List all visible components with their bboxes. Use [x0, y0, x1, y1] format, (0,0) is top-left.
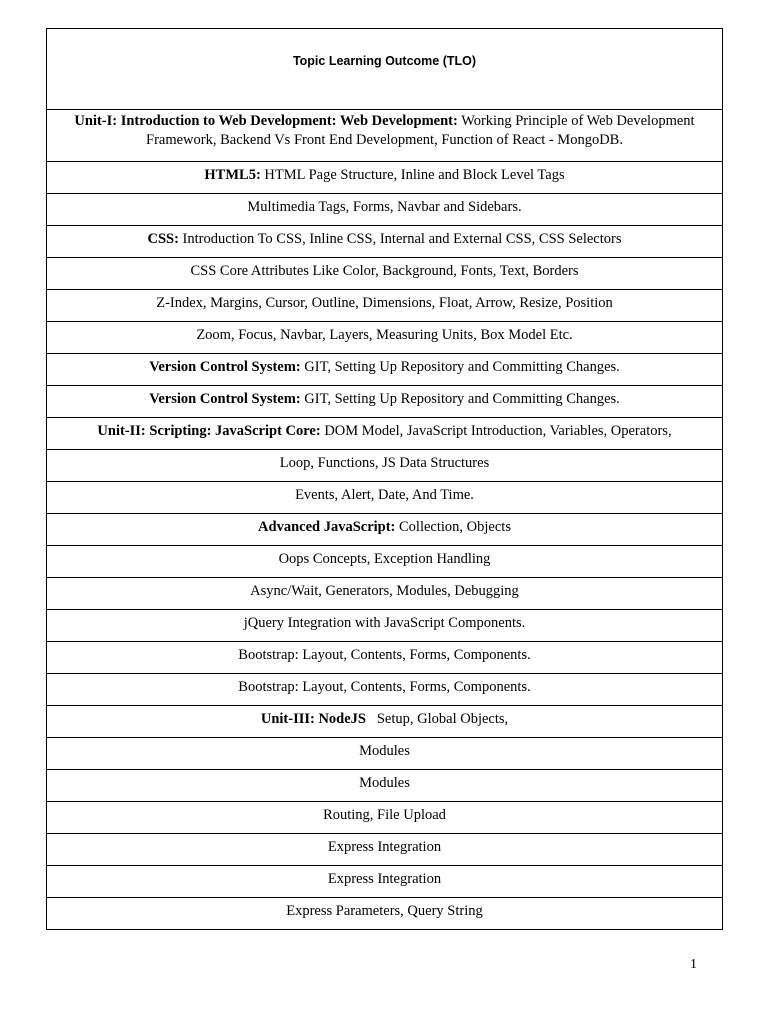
- cell-body-text: Routing, File Upload: [323, 807, 446, 823]
- table-cell: [47, 162, 723, 194]
- cell-lead-text: CSS:: [147, 231, 179, 247]
- cell-lead-text: Version Control System:: [149, 359, 301, 375]
- table-cell: [47, 226, 723, 258]
- cell-body-text: Async/Wait, Generators, Modules, Debugging: [250, 583, 519, 599]
- table-row: [47, 110, 723, 162]
- table-cell: [47, 706, 723, 738]
- table-row: [47, 226, 723, 258]
- table-cell: [47, 450, 723, 482]
- cell-body-text: Express Integration: [327, 839, 442, 855]
- table-row: [47, 898, 723, 930]
- table-row: [47, 642, 723, 674]
- cell-body-text: GIT, Setting Up Repository and Committing Changes.: [300, 391, 620, 407]
- cell-lead-text: HTML5:: [204, 167, 261, 183]
- cell-body-text: jQuery Integration with JavaScript Components.: [243, 615, 526, 631]
- table-row: [47, 354, 723, 386]
- table-cell: [47, 258, 723, 290]
- cell-lead-text: Unit-I: Introduction to Web Development: Web Development:: [74, 113, 458, 129]
- table-row: [47, 258, 723, 290]
- table-row: [47, 610, 723, 642]
- tlo-table-body: [47, 29, 723, 930]
- cell-lead-text: Unit-III: NodeJS: [260, 711, 366, 727]
- cell-body-text: Z-Index, Margins, Cursor, Outline, Dimensions, Float, Arrow, Resize, Position: [156, 295, 613, 311]
- table-row: [47, 322, 723, 354]
- cell-body-text: Multimedia Tags, Forms, Navbar and Sidebars.: [247, 199, 522, 215]
- table-cell: [47, 834, 723, 866]
- table-row: [47, 482, 723, 514]
- table-cell: [47, 418, 723, 450]
- table-cell: [47, 322, 723, 354]
- table-cell: [47, 386, 723, 418]
- tlo-table: [46, 28, 723, 930]
- table-cell: [47, 354, 723, 386]
- cell-body-text: DOM Model, JavaScript Introduction, Variables, Operators,: [320, 423, 672, 439]
- table-cell: [47, 194, 723, 226]
- cell-body-text: Loop, Functions, JS Data Structures: [279, 455, 490, 471]
- table-row: [47, 738, 723, 770]
- table-row: [47, 514, 723, 546]
- table-row: [47, 706, 723, 738]
- cell-body-text: GIT, Setting Up Repository and Committing Changes.: [300, 359, 620, 375]
- cell-body-text: Working Principle of Web Development Framework, Backend Vs Front End Development, Function of React - MongoDB.: [146, 113, 695, 148]
- table-cell: [47, 866, 723, 898]
- table-row: [47, 770, 723, 802]
- table-row: [47, 194, 723, 226]
- table-cell: [47, 802, 723, 834]
- cell-lead-text: Unit-II: Scripting: JavaScript Core:: [97, 423, 321, 439]
- cell-lead-text: Version Control System:: [149, 391, 301, 407]
- table-cell: [47, 770, 723, 802]
- table-cell: [47, 674, 723, 706]
- table-row: [47, 578, 723, 610]
- cell-body-text: HTML Page Structure, Inline and Block Level Tags: [260, 167, 565, 183]
- table-row: [47, 162, 723, 194]
- table-cell: [47, 898, 723, 930]
- table-cell: [47, 482, 723, 514]
- table-cell: [47, 738, 723, 770]
- cell-body-text: Zoom, Focus, Navbar, Layers, Measuring Units, Box Model Etc.: [196, 327, 573, 343]
- table-cell: [47, 110, 723, 162]
- table-cell: [47, 578, 723, 610]
- table-row: [47, 290, 723, 322]
- table-header-cell: Topic Learning Outcome (TLO): [47, 29, 723, 110]
- cell-body-text: Bootstrap: Layout, Contents, Forms, Components.: [238, 679, 531, 695]
- cell-body-text: Express Integration: [327, 871, 442, 887]
- table-cell: [47, 290, 723, 322]
- table-cell: [47, 514, 723, 546]
- cell-body-text: Express Parameters, Query String: [286, 903, 483, 919]
- table-row: [47, 386, 723, 418]
- table-row: [47, 866, 723, 898]
- cell-body-text: Setup, Global Objects,: [365, 711, 509, 727]
- table-header-row: [47, 29, 723, 110]
- table-cell: [47, 642, 723, 674]
- table-row: [47, 674, 723, 706]
- cell-body-text: Oops Concepts, Exception Handling: [278, 551, 491, 567]
- cell-body-text: CSS Core Attributes Like Color, Background, Fonts, Text, Borders: [190, 263, 579, 279]
- cell-body-text: Collection, Objects: [395, 519, 511, 535]
- table-row: [47, 802, 723, 834]
- table-row: [47, 418, 723, 450]
- page-number: 1: [690, 957, 697, 972]
- cell-body-text: Events, Alert, Date, And Time.: [295, 487, 474, 503]
- table-row: [47, 546, 723, 578]
- cell-body-text: Bootstrap: Layout, Contents, Forms, Components.: [238, 647, 531, 663]
- table-cell: [47, 610, 723, 642]
- cell-body-text: Introduction To CSS, Inline CSS, Internal and External CSS, CSS Selectors: [178, 231, 622, 247]
- cell-body-text: Modules: [359, 743, 410, 759]
- cell-lead-text: Advanced JavaScript:: [258, 519, 396, 535]
- table-row: [47, 450, 723, 482]
- table-cell: [47, 546, 723, 578]
- cell-body-text: Modules: [359, 775, 410, 791]
- table-row: [47, 834, 723, 866]
